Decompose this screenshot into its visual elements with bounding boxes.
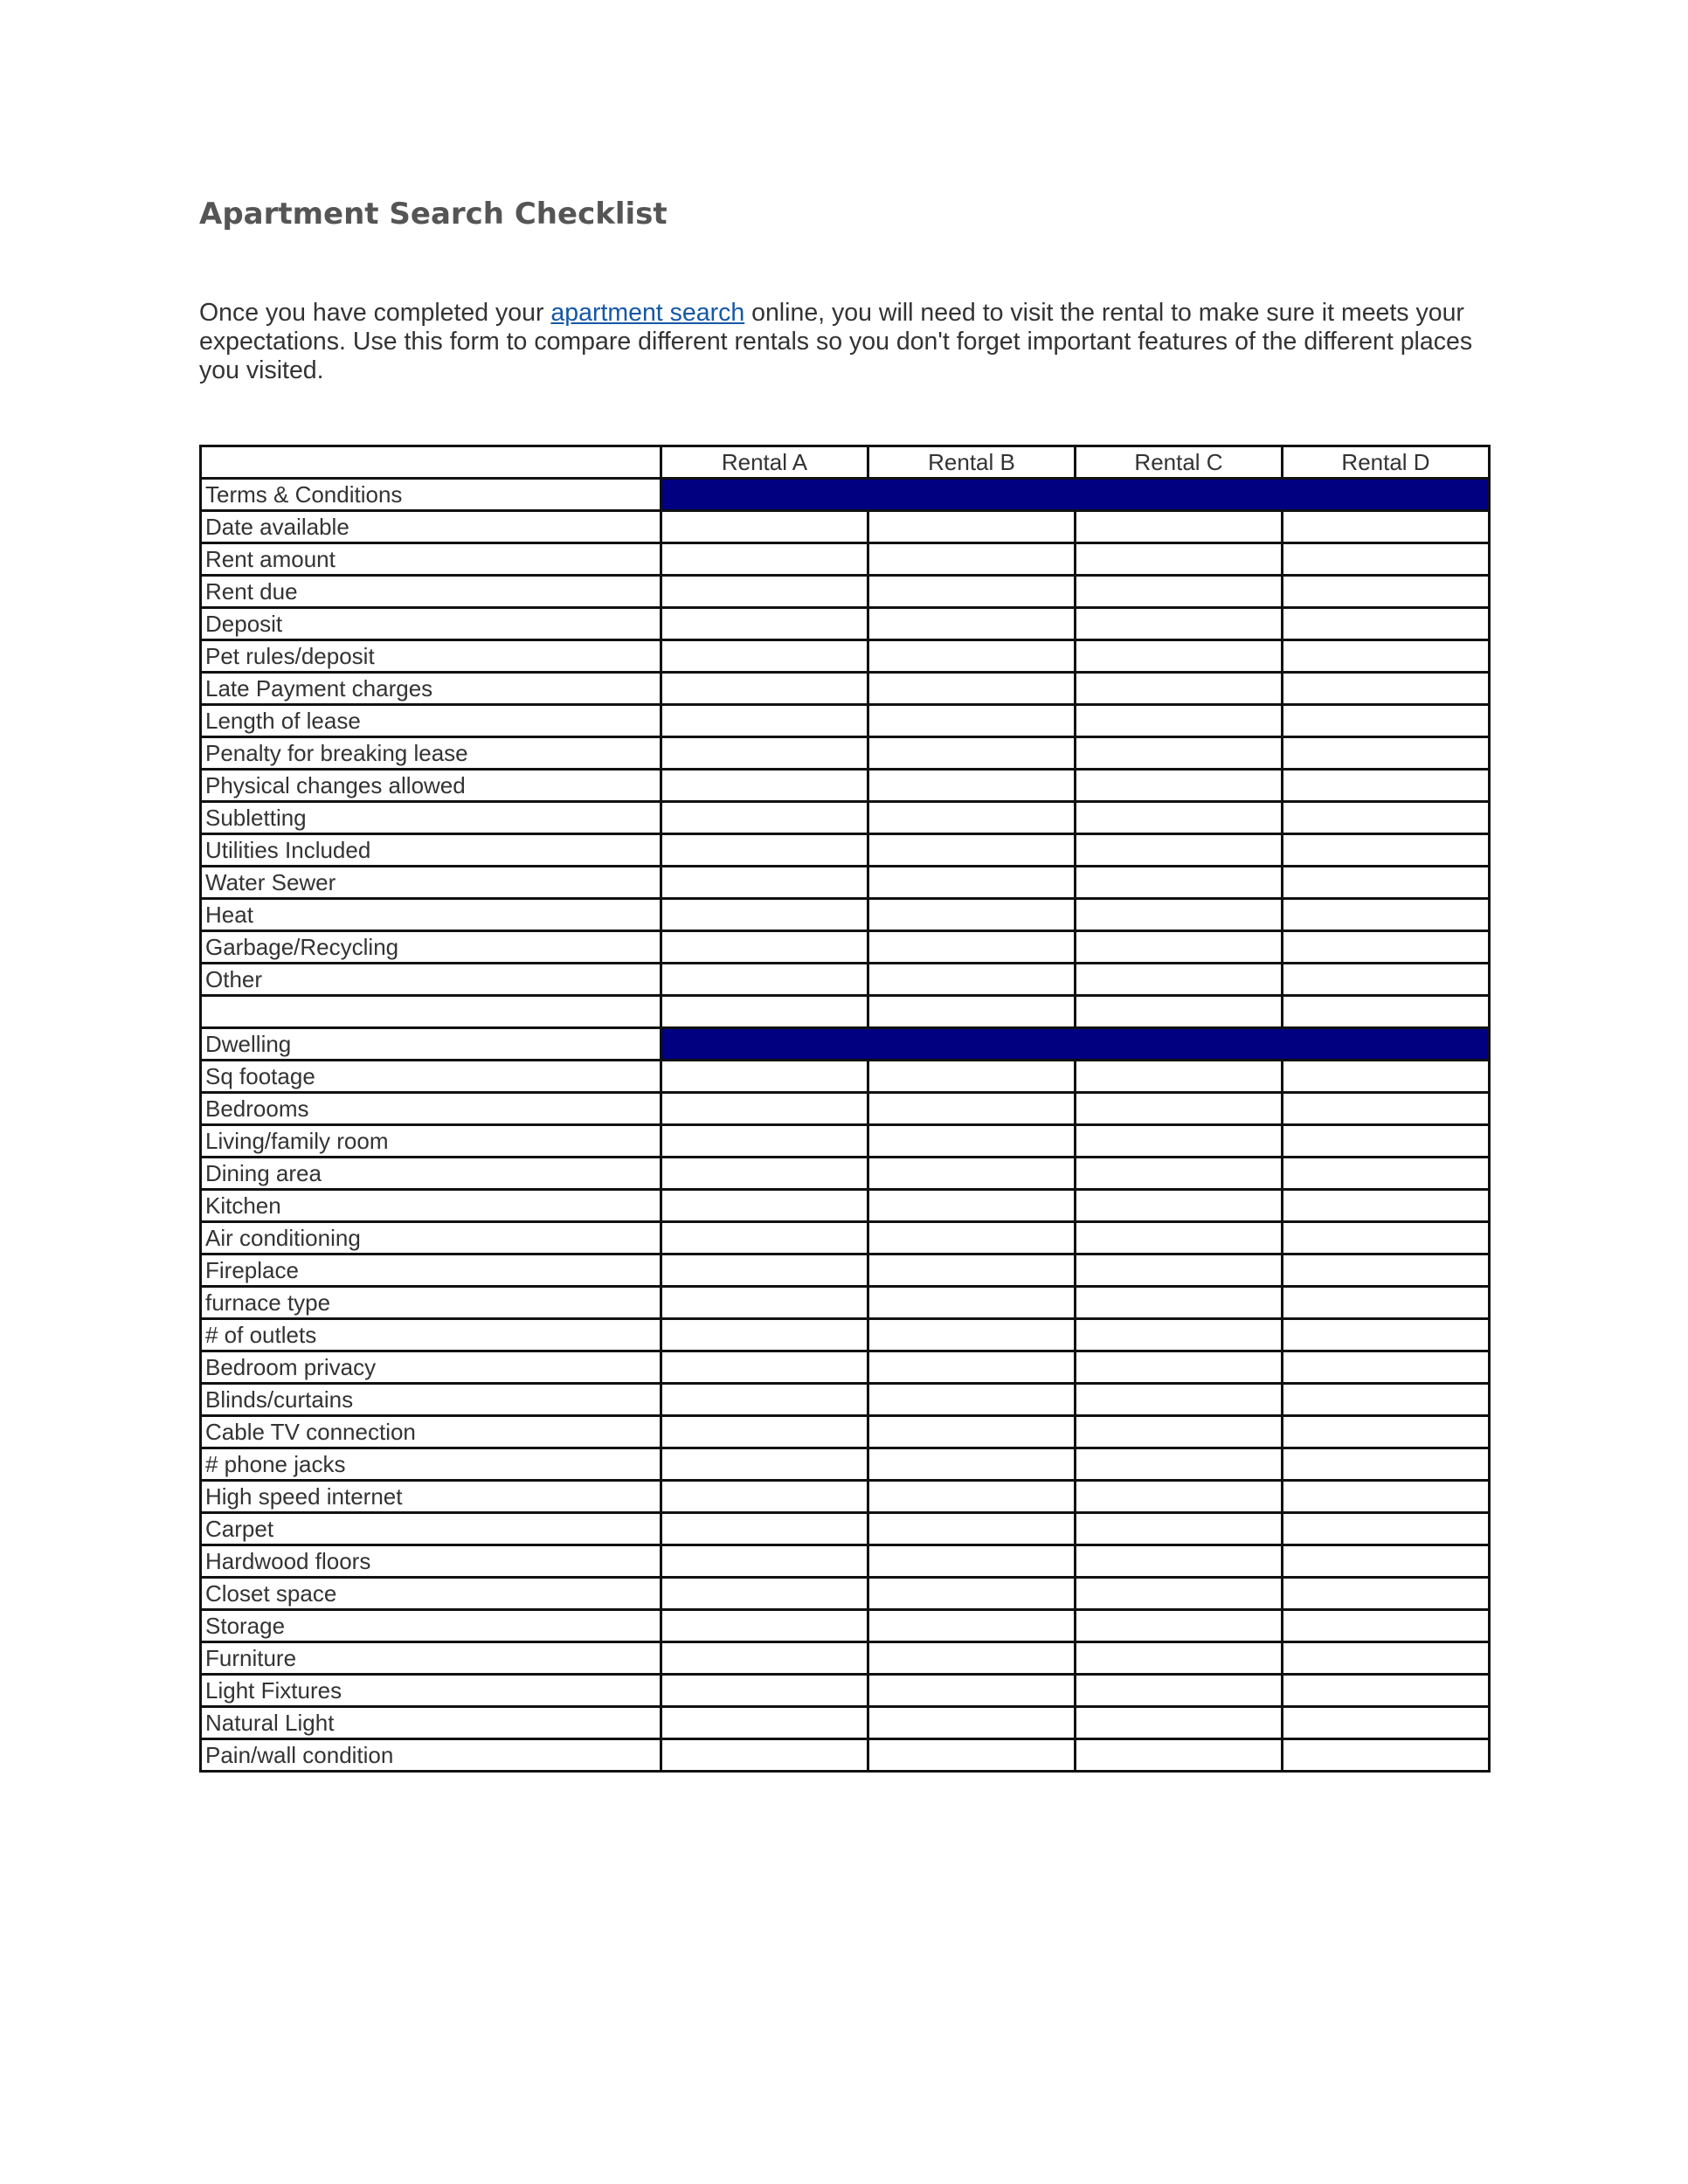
table-row bbox=[201, 1707, 1490, 1739]
row-label: Cable TV connection bbox=[201, 1416, 661, 1448]
comparison-table bbox=[199, 445, 1491, 1773]
intro-paragraph bbox=[199, 299, 1492, 385]
row-label: Rent due bbox=[201, 576, 661, 608]
rental-a-cell[interactable] bbox=[661, 996, 868, 1028]
table-row bbox=[201, 1190, 1490, 1222]
table-row bbox=[201, 1287, 1490, 1319]
rental-c-cell[interactable] bbox=[1076, 1416, 1283, 1448]
rental-b-cell[interactable] bbox=[868, 964, 1076, 996]
rental-b-cell[interactable] bbox=[868, 1319, 1076, 1351]
rental-b-cell[interactable] bbox=[868, 867, 1076, 899]
row-label: Deposit bbox=[201, 608, 661, 640]
row-label: Hardwood floors bbox=[201, 1545, 661, 1578]
rental-d-cell[interactable] bbox=[1283, 899, 1490, 931]
rental-c-cell[interactable] bbox=[1076, 1448, 1283, 1481]
rental-a-cell[interactable] bbox=[661, 1448, 868, 1481]
rental-a-cell[interactable] bbox=[661, 1061, 868, 1093]
rental-a-cell[interactable] bbox=[661, 608, 868, 640]
rental-c-cell[interactable] bbox=[1076, 1158, 1283, 1190]
rental-a-cell[interactable] bbox=[661, 964, 868, 996]
rental-b-cell[interactable] bbox=[868, 543, 1076, 576]
table-row bbox=[201, 1125, 1490, 1158]
rental-a-cell[interactable] bbox=[661, 1545, 868, 1578]
section-band bbox=[661, 479, 1490, 511]
rental-c-cell[interactable] bbox=[1076, 996, 1283, 1028]
rental-d-cell[interactable] bbox=[1283, 1319, 1490, 1351]
row-label: Bedroom privacy bbox=[201, 1351, 661, 1384]
row-label: Storage bbox=[201, 1610, 661, 1642]
rental-d-cell[interactable] bbox=[1283, 996, 1490, 1028]
rental-b-cell[interactable] bbox=[868, 1287, 1076, 1319]
rental-d-cell[interactable] bbox=[1283, 705, 1490, 737]
intro-text-start: Once you have completed your bbox=[199, 299, 551, 327]
table-row bbox=[201, 1093, 1490, 1125]
rental-a-cell[interactable] bbox=[661, 543, 868, 576]
row-label: Carpet bbox=[201, 1513, 661, 1545]
row-label: # of outlets bbox=[201, 1319, 661, 1351]
rental-d-cell[interactable] bbox=[1283, 1093, 1490, 1125]
table-row bbox=[201, 737, 1490, 770]
rental-d-cell[interactable] bbox=[1283, 1351, 1490, 1384]
rental-d-cell[interactable] bbox=[1283, 1384, 1490, 1416]
row-label: Utilities Included bbox=[201, 834, 661, 867]
rental-a-cell[interactable] bbox=[661, 899, 868, 931]
intro-text-end: online, you will need to visit the rental to make sure it meets your expectations. Use this form to compare different rentals so you don't forget important features of the different places you visited. bbox=[199, 299, 1473, 384]
rental-a-cell[interactable] bbox=[661, 511, 868, 543]
row-label: Furniture bbox=[201, 1642, 661, 1675]
rental-c-cell[interactable] bbox=[1076, 511, 1283, 543]
table-row bbox=[201, 1384, 1490, 1416]
rental-a-cell[interactable] bbox=[661, 931, 868, 964]
rental-a-cell[interactable] bbox=[661, 1675, 868, 1707]
rental-c-cell[interactable] bbox=[1076, 1739, 1283, 1772]
row-label: Dining area bbox=[201, 1158, 661, 1190]
table-row bbox=[201, 1545, 1490, 1578]
rental-a-cell[interactable] bbox=[661, 1222, 868, 1254]
table-row bbox=[201, 1061, 1490, 1093]
rental-c-cell[interactable] bbox=[1076, 1481, 1283, 1513]
rental-a-cell[interactable] bbox=[661, 1384, 868, 1416]
rental-b-cell[interactable] bbox=[868, 608, 1076, 640]
table-row bbox=[201, 996, 1490, 1028]
row-label bbox=[201, 996, 661, 1028]
row-label: Natural Light bbox=[201, 1707, 661, 1739]
table-row bbox=[201, 1739, 1490, 1772]
rental-c-cell[interactable] bbox=[1076, 1610, 1283, 1642]
table-row bbox=[201, 511, 1490, 543]
rental-d-cell[interactable] bbox=[1283, 1739, 1490, 1772]
table-row bbox=[201, 543, 1490, 576]
row-label: Pet rules/deposit bbox=[201, 640, 661, 673]
rental-d-cell[interactable] bbox=[1283, 1287, 1490, 1319]
rental-a-cell[interactable] bbox=[661, 1610, 868, 1642]
table-row bbox=[201, 867, 1490, 899]
table-row bbox=[201, 802, 1490, 834]
rental-d-cell[interactable] bbox=[1283, 608, 1490, 640]
rental-a-cell[interactable] bbox=[661, 770, 868, 802]
rental-b-cell[interactable] bbox=[868, 1061, 1076, 1093]
rental-d-cell[interactable] bbox=[1283, 1125, 1490, 1158]
table-row bbox=[201, 576, 1490, 608]
rental-b-cell[interactable] bbox=[868, 770, 1076, 802]
section-label: Terms & Conditions bbox=[201, 479, 661, 511]
row-label: Water Sewer bbox=[201, 867, 661, 899]
rental-b-cell[interactable] bbox=[868, 1739, 1076, 1772]
rental-b-cell[interactable] bbox=[868, 705, 1076, 737]
rental-d-cell[interactable] bbox=[1283, 1158, 1490, 1190]
table-header-row bbox=[201, 446, 1490, 479]
rental-a-cell[interactable] bbox=[661, 1319, 868, 1351]
rental-b-cell[interactable] bbox=[868, 1675, 1076, 1707]
rental-c-cell[interactable] bbox=[1076, 802, 1283, 834]
table-row bbox=[201, 1610, 1490, 1642]
rental-b-cell[interactable] bbox=[868, 1513, 1076, 1545]
rental-d-cell[interactable] bbox=[1283, 1481, 1490, 1513]
rental-d-cell[interactable] bbox=[1283, 1675, 1490, 1707]
rental-c-cell[interactable] bbox=[1076, 1578, 1283, 1610]
rental-b-cell[interactable] bbox=[868, 931, 1076, 964]
table-row bbox=[201, 1513, 1490, 1545]
table-row bbox=[201, 834, 1490, 867]
rental-d-cell[interactable] bbox=[1283, 1416, 1490, 1448]
table-row bbox=[201, 964, 1490, 996]
rental-a-cell[interactable] bbox=[661, 867, 868, 899]
row-label: furnace type bbox=[201, 1287, 661, 1319]
rental-b-cell[interactable] bbox=[868, 1610, 1076, 1642]
row-label: Sq footage bbox=[201, 1061, 661, 1093]
rental-c-cell[interactable] bbox=[1076, 1707, 1283, 1739]
rental-d-cell[interactable] bbox=[1283, 1190, 1490, 1222]
rental-a-cell[interactable] bbox=[661, 576, 868, 608]
row-label: Date available bbox=[201, 511, 661, 543]
rental-a-cell[interactable] bbox=[661, 1287, 868, 1319]
rental-c-cell[interactable] bbox=[1076, 834, 1283, 867]
rental-b-cell[interactable] bbox=[868, 511, 1076, 543]
rental-a-cell[interactable] bbox=[661, 1707, 868, 1739]
rental-a-cell[interactable] bbox=[661, 1416, 868, 1448]
table-row bbox=[201, 1481, 1490, 1513]
section-band bbox=[661, 1028, 1490, 1061]
rental-c-cell[interactable] bbox=[1076, 931, 1283, 964]
rental-d-cell[interactable] bbox=[1283, 867, 1490, 899]
rental-a-cell[interactable] bbox=[661, 737, 868, 770]
rental-a-cell[interactable] bbox=[661, 1513, 868, 1545]
table-row bbox=[201, 1416, 1490, 1448]
rental-c-cell[interactable] bbox=[1076, 673, 1283, 705]
column-header-rental-b: Rental B bbox=[868, 446, 1076, 479]
rental-c-cell[interactable] bbox=[1076, 1254, 1283, 1287]
rental-d-cell[interactable] bbox=[1283, 640, 1490, 673]
rental-c-cell[interactable] bbox=[1076, 640, 1283, 673]
rental-c-cell[interactable] bbox=[1076, 1190, 1283, 1222]
rental-b-cell[interactable] bbox=[868, 1707, 1076, 1739]
rental-b-cell[interactable] bbox=[868, 996, 1076, 1028]
rental-d-cell[interactable] bbox=[1283, 1513, 1490, 1545]
table-row bbox=[201, 1222, 1490, 1254]
table-row bbox=[201, 608, 1490, 640]
rental-b-cell[interactable] bbox=[868, 1384, 1076, 1416]
rental-d-cell[interactable] bbox=[1283, 770, 1490, 802]
rental-c-cell[interactable] bbox=[1076, 1093, 1283, 1125]
rental-a-cell[interactable] bbox=[661, 1642, 868, 1675]
page-title: Apartment Search Checklist bbox=[199, 197, 668, 232]
rental-c-cell[interactable] bbox=[1076, 1287, 1283, 1319]
column-header-rental-a: Rental A bbox=[661, 446, 868, 479]
rental-c-cell[interactable] bbox=[1076, 1642, 1283, 1675]
rental-d-cell[interactable] bbox=[1283, 1448, 1490, 1481]
rental-c-cell[interactable] bbox=[1076, 899, 1283, 931]
table-row bbox=[201, 1319, 1490, 1351]
rental-a-cell[interactable] bbox=[661, 1351, 868, 1384]
section-label: Dwelling bbox=[201, 1028, 661, 1061]
rental-d-cell[interactable] bbox=[1283, 802, 1490, 834]
rental-b-cell[interactable] bbox=[868, 1190, 1076, 1222]
table-row bbox=[201, 673, 1490, 705]
rental-d-cell[interactable] bbox=[1283, 1061, 1490, 1093]
rental-c-cell[interactable] bbox=[1076, 1222, 1283, 1254]
rental-d-cell[interactable] bbox=[1283, 834, 1490, 867]
table-row bbox=[201, 1254, 1490, 1287]
rental-d-cell[interactable] bbox=[1283, 737, 1490, 770]
row-label: Light Fixtures bbox=[201, 1675, 661, 1707]
rental-c-cell[interactable] bbox=[1076, 1545, 1283, 1578]
row-label: Fireplace bbox=[201, 1254, 661, 1287]
rental-b-cell[interactable] bbox=[868, 899, 1076, 931]
rental-a-cell[interactable] bbox=[661, 834, 868, 867]
rental-c-cell[interactable] bbox=[1076, 1384, 1283, 1416]
rental-d-cell[interactable] bbox=[1283, 1254, 1490, 1287]
rental-b-cell[interactable] bbox=[868, 1222, 1076, 1254]
rental-b-cell[interactable] bbox=[868, 1416, 1076, 1448]
rental-b-cell[interactable] bbox=[868, 802, 1076, 834]
rental-c-cell[interactable] bbox=[1076, 608, 1283, 640]
rental-b-cell[interactable] bbox=[868, 1158, 1076, 1190]
rental-a-cell[interactable] bbox=[661, 1093, 868, 1125]
rental-d-cell[interactable] bbox=[1283, 673, 1490, 705]
rental-d-cell[interactable] bbox=[1283, 964, 1490, 996]
table-row bbox=[201, 931, 1490, 964]
rental-d-cell[interactable] bbox=[1283, 1545, 1490, 1578]
table-row bbox=[201, 705, 1490, 737]
row-label: Pain/wall condition bbox=[201, 1739, 661, 1772]
rental-b-cell[interactable] bbox=[868, 640, 1076, 673]
rental-d-cell[interactable] bbox=[1283, 576, 1490, 608]
row-label: Physical changes allowed bbox=[201, 770, 661, 802]
rental-d-cell[interactable] bbox=[1283, 543, 1490, 576]
rental-b-cell[interactable] bbox=[868, 1125, 1076, 1158]
rental-b-cell[interactable] bbox=[868, 1254, 1076, 1287]
table-row bbox=[201, 1448, 1490, 1481]
row-label: Garbage/Recycling bbox=[201, 931, 661, 964]
rental-b-cell[interactable] bbox=[868, 1448, 1076, 1481]
table-row bbox=[201, 1578, 1490, 1610]
rental-c-cell[interactable] bbox=[1076, 1061, 1283, 1093]
rental-a-cell[interactable] bbox=[661, 705, 868, 737]
rental-c-cell[interactable] bbox=[1076, 1125, 1283, 1158]
rental-b-cell[interactable] bbox=[868, 1642, 1076, 1675]
row-label: Length of lease bbox=[201, 705, 661, 737]
rental-b-cell[interactable] bbox=[868, 673, 1076, 705]
rental-a-cell[interactable] bbox=[661, 1254, 868, 1287]
row-label: Kitchen bbox=[201, 1190, 661, 1222]
rental-c-cell[interactable] bbox=[1076, 705, 1283, 737]
row-label: Closet space bbox=[201, 1578, 661, 1610]
rental-c-cell[interactable] bbox=[1076, 867, 1283, 899]
table-row bbox=[201, 1351, 1490, 1384]
row-label: Blinds/curtains bbox=[201, 1384, 661, 1416]
column-header-rental-d: Rental D bbox=[1283, 446, 1490, 479]
rental-c-cell[interactable] bbox=[1076, 1319, 1283, 1351]
rental-d-cell[interactable] bbox=[1283, 511, 1490, 543]
row-label: Rent amount bbox=[201, 543, 661, 576]
rental-a-cell[interactable] bbox=[661, 640, 868, 673]
rental-d-cell[interactable] bbox=[1283, 1222, 1490, 1254]
rental-a-cell[interactable] bbox=[661, 1125, 868, 1158]
rental-c-cell[interactable] bbox=[1076, 1513, 1283, 1545]
rental-a-cell[interactable] bbox=[661, 1158, 868, 1190]
rental-a-cell[interactable] bbox=[661, 802, 868, 834]
table-row bbox=[201, 1642, 1490, 1675]
rental-b-cell[interactable] bbox=[868, 1351, 1076, 1384]
rental-c-cell[interactable] bbox=[1076, 770, 1283, 802]
rental-b-cell[interactable] bbox=[868, 1545, 1076, 1578]
rental-d-cell[interactable] bbox=[1283, 1578, 1490, 1610]
apartment-search-link[interactable]: apartment search bbox=[550, 299, 745, 327]
rental-d-cell[interactable] bbox=[1283, 1642, 1490, 1675]
row-label: Heat bbox=[201, 899, 661, 931]
rental-a-cell[interactable] bbox=[661, 1481, 868, 1513]
row-label: High speed internet bbox=[201, 1481, 661, 1513]
rental-a-cell[interactable] bbox=[661, 673, 868, 705]
rental-d-cell[interactable] bbox=[1283, 1610, 1490, 1642]
row-label: Penalty for breaking lease bbox=[201, 737, 661, 770]
rental-b-cell[interactable] bbox=[868, 576, 1076, 608]
row-label: Air conditioning bbox=[201, 1222, 661, 1254]
rental-b-cell[interactable] bbox=[868, 1578, 1076, 1610]
rental-a-cell[interactable] bbox=[661, 1739, 868, 1772]
table-row bbox=[201, 1675, 1490, 1707]
row-label: # phone jacks bbox=[201, 1448, 661, 1481]
rental-b-cell[interactable] bbox=[868, 1093, 1076, 1125]
rental-a-cell[interactable] bbox=[661, 1190, 868, 1222]
rental-c-cell[interactable] bbox=[1076, 964, 1283, 996]
table-row bbox=[201, 640, 1490, 673]
header-blank-cell bbox=[201, 446, 661, 479]
column-header-rental-c: Rental C bbox=[1076, 446, 1283, 479]
rental-a-cell[interactable] bbox=[661, 1578, 868, 1610]
rental-c-cell[interactable] bbox=[1076, 737, 1283, 770]
row-label: Other bbox=[201, 964, 661, 996]
table-body bbox=[201, 479, 1490, 1772]
row-label: Living/family room bbox=[201, 1125, 661, 1158]
rental-c-cell[interactable] bbox=[1076, 576, 1283, 608]
section-header-row bbox=[201, 479, 1490, 511]
table-row bbox=[201, 1158, 1490, 1190]
rental-c-cell[interactable] bbox=[1076, 543, 1283, 576]
rental-c-cell[interactable] bbox=[1076, 1675, 1283, 1707]
rental-b-cell[interactable] bbox=[868, 737, 1076, 770]
section-header-row bbox=[201, 1028, 1490, 1061]
table-row bbox=[201, 770, 1490, 802]
rental-d-cell[interactable] bbox=[1283, 1707, 1490, 1739]
rental-c-cell[interactable] bbox=[1076, 1351, 1283, 1384]
table-row bbox=[201, 899, 1490, 931]
row-label: Subletting bbox=[201, 802, 661, 834]
row-label: Bedrooms bbox=[201, 1093, 661, 1125]
rental-d-cell[interactable] bbox=[1283, 931, 1490, 964]
rental-b-cell[interactable] bbox=[868, 1481, 1076, 1513]
row-label: Late Payment charges bbox=[201, 673, 661, 705]
rental-b-cell[interactable] bbox=[868, 834, 1076, 867]
